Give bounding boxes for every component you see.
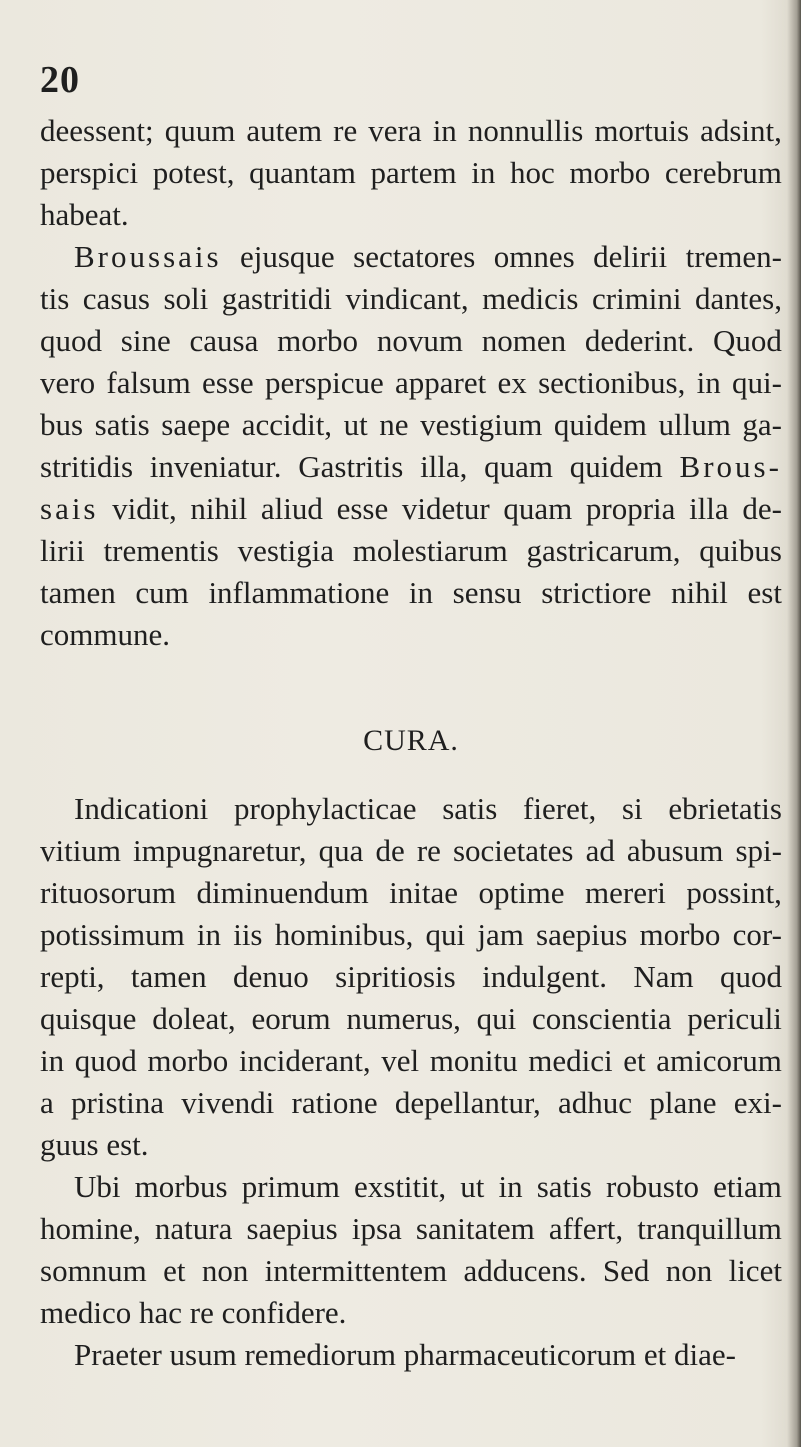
word: quantam (249, 155, 356, 190)
word: Brous- (679, 449, 782, 484)
word: potissimum (40, 917, 185, 952)
word: vel (381, 1043, 420, 1078)
word: de- (742, 491, 782, 526)
word: aliud (260, 491, 323, 526)
word: vidit, (112, 491, 177, 526)
word: sanitatem (415, 1211, 535, 1246)
word: guus (40, 1127, 99, 1162)
word: adhuc (558, 1085, 633, 1120)
word: ex (497, 365, 527, 400)
word: prophylacticae (234, 791, 417, 826)
word: partem (370, 155, 457, 190)
text-line (40, 1292, 782, 1334)
word: quidem (553, 407, 647, 442)
text-line (40, 194, 782, 236)
word: autem (246, 113, 323, 148)
word: homine, (40, 1211, 141, 1246)
word: mereri (585, 875, 666, 910)
word: hominibus, (274, 917, 414, 952)
text-line (40, 1334, 782, 1376)
word: nihil (671, 575, 728, 610)
text-line (40, 788, 782, 830)
word: perspici (40, 155, 139, 190)
word: plane (649, 1085, 717, 1120)
word: si (621, 791, 643, 826)
word: medico (40, 1295, 132, 1330)
word: ipsa (351, 1211, 402, 1246)
word: tamen (40, 575, 116, 610)
word: sectatores (353, 239, 476, 274)
word: Quod (713, 323, 782, 358)
word: remediorum (244, 1337, 396, 1372)
text-line (40, 1208, 782, 1250)
word: quod (40, 323, 102, 358)
word: illa (689, 491, 729, 526)
text-block-bottom (40, 788, 782, 1376)
text-line (40, 914, 782, 956)
text-line (40, 614, 782, 656)
word: depellantur, (394, 1085, 541, 1120)
word: illa, (420, 449, 468, 484)
word: in (432, 113, 457, 148)
word: deessent; (40, 113, 154, 148)
word: vestigium (420, 407, 543, 442)
word: re (333, 113, 358, 148)
word: perspicue (264, 365, 384, 400)
word: qui (425, 917, 466, 952)
word: fieret, (523, 791, 597, 826)
word: videtur (401, 491, 490, 526)
word: saepius (246, 1211, 338, 1246)
word: in (471, 155, 496, 190)
word: vindicant, (345, 281, 469, 316)
word: nonnullis (467, 113, 584, 148)
word: qui- (732, 365, 782, 400)
word: non (201, 1253, 249, 1288)
word: iis (233, 917, 263, 952)
word: morbo (639, 917, 721, 952)
word: tranquillum (637, 1211, 782, 1246)
word: ratione (291, 1085, 378, 1120)
word: Broussais (74, 239, 222, 274)
word: affert, (548, 1211, 624, 1246)
word: quam (484, 449, 554, 484)
word: in (408, 575, 433, 610)
word: et (643, 1337, 667, 1372)
word: non (665, 1253, 713, 1288)
word: morbo (569, 155, 651, 190)
word: etiam (713, 1169, 782, 1204)
word: quod (74, 1043, 137, 1078)
word: exstitit, (354, 1169, 447, 1204)
word: initae (389, 875, 459, 910)
word: ad (585, 833, 615, 868)
page-number: 20 (40, 59, 80, 101)
word: qua (318, 833, 364, 868)
word: ebrietatis (668, 791, 782, 826)
word: indulgent. (482, 959, 607, 994)
word: amicorum (656, 1043, 782, 1078)
word: somnum (40, 1253, 147, 1288)
word: soli (163, 281, 209, 316)
word: hac (139, 1295, 183, 1330)
word: vero (40, 365, 96, 400)
text-line (40, 1250, 782, 1292)
word: optime (478, 875, 565, 910)
word: satis (442, 791, 498, 826)
word: cerebrum (664, 155, 782, 190)
word: stritidis (40, 449, 134, 484)
text-line (40, 404, 782, 446)
text-line (40, 1040, 782, 1082)
text-line (40, 830, 782, 872)
word: morbo (277, 323, 359, 358)
word: omnes (493, 239, 575, 274)
word: est. (106, 1127, 149, 1162)
word: doleat, (152, 1001, 236, 1036)
word: quum (164, 113, 236, 148)
word: satis (94, 407, 150, 442)
word: vera (368, 113, 422, 148)
word: inciderant, (238, 1043, 371, 1078)
word: societates (452, 833, 574, 868)
word: diminuendum (196, 875, 369, 910)
word: sectionibus, (538, 365, 686, 400)
text-line (40, 1124, 782, 1166)
word: delirii (593, 239, 668, 274)
word: natura (154, 1211, 233, 1246)
word: potest, (152, 155, 235, 190)
word: Gastritis (298, 449, 404, 484)
word: commune. (40, 617, 170, 652)
word: hoc (509, 155, 555, 190)
word: in (196, 917, 222, 952)
word: pristina (71, 1085, 165, 1120)
word: spi- (735, 833, 782, 868)
word: Praeter (74, 1337, 162, 1372)
word: saepius (536, 917, 628, 952)
word: diae- (674, 1337, 736, 1372)
word: in (696, 365, 721, 400)
word: impugnaretur, (133, 833, 307, 868)
word: abusum (626, 833, 724, 868)
word: est (747, 575, 782, 610)
word: gastritidi (221, 281, 332, 316)
word: quam (503, 491, 573, 526)
word: repti, (40, 959, 105, 994)
word: medici (528, 1043, 613, 1078)
word: crimini (592, 281, 682, 316)
text-line (40, 998, 782, 1040)
text-line (40, 152, 782, 194)
word: inflammatione (208, 575, 390, 610)
word: dantes, (695, 281, 782, 316)
word: eorum (251, 1001, 331, 1036)
word: a (40, 1085, 54, 1120)
word: re (416, 833, 441, 868)
word: esse (336, 491, 389, 526)
word: nomen (481, 323, 567, 358)
word: intermittentem (264, 1253, 448, 1288)
word: tremen- (685, 239, 782, 274)
word: medicis (482, 281, 579, 316)
word: Indicationi (74, 791, 209, 826)
word: causa (189, 323, 259, 358)
text-line (40, 488, 782, 530)
word: vitium (40, 833, 121, 868)
word: qui (476, 1001, 517, 1036)
word: sine (120, 323, 171, 358)
text-line (40, 956, 782, 998)
word: tis (40, 281, 70, 316)
word: jam (477, 917, 524, 952)
text-line (40, 572, 782, 614)
word: vivendi (181, 1085, 275, 1120)
body-text (40, 110, 782, 1376)
word: conscientia (532, 1001, 672, 1036)
word: propria (585, 491, 676, 526)
word: dederint. (584, 323, 695, 358)
text-line (40, 110, 782, 152)
word: in (40, 1043, 65, 1078)
word: pharmaceuticorum (403, 1337, 637, 1372)
word: ut (343, 407, 368, 442)
word: adsint, (700, 113, 782, 148)
word: quisque (40, 1001, 137, 1036)
word: inveniatur. (149, 449, 282, 484)
word: morbus (134, 1169, 228, 1204)
text-line (40, 446, 782, 488)
word: exi- (733, 1085, 782, 1120)
word: cum (135, 575, 189, 610)
word: ut (460, 1169, 485, 1204)
word: ga- (742, 407, 782, 442)
word: quod (719, 959, 782, 994)
word: primum (241, 1169, 340, 1204)
word: morbo (147, 1043, 229, 1078)
word: saepe (161, 407, 231, 442)
word: accidit, (241, 407, 333, 442)
word: novum (376, 323, 463, 358)
word: esse (202, 365, 254, 400)
word: sensu (452, 575, 522, 610)
word: numerus, (346, 1001, 461, 1036)
word: nihil (190, 491, 248, 526)
word: confidere. (221, 1295, 347, 1330)
word: casus (82, 281, 150, 316)
word: Ubi (74, 1169, 121, 1204)
word: apparet (395, 365, 487, 400)
word: falsum (106, 365, 191, 400)
word: sipritiosis (335, 959, 456, 994)
word: molestiarum (352, 533, 508, 568)
word: strictiore (541, 575, 652, 610)
word: quibus (699, 533, 782, 568)
word: vestigia (237, 533, 335, 568)
word: robusto (605, 1169, 699, 1204)
word: ne (379, 407, 409, 442)
word: Nam (633, 959, 694, 994)
word: et (163, 1253, 186, 1288)
word: et (623, 1043, 646, 1078)
word: bus (40, 407, 84, 442)
text-block-top (40, 110, 782, 656)
word: habeat. (40, 197, 129, 232)
word: usum (169, 1337, 237, 1372)
word: licet (728, 1253, 782, 1288)
text-line (40, 1082, 782, 1124)
word: cor- (732, 917, 782, 952)
word: re (189, 1295, 214, 1330)
text-line (40, 362, 782, 404)
text-line (40, 320, 782, 362)
word: tamen (130, 959, 207, 994)
word: adducens. (463, 1253, 587, 1288)
word: ullum (658, 407, 731, 442)
word: gastricarum, (526, 533, 681, 568)
word: possint, (686, 875, 782, 910)
word: de (375, 833, 405, 868)
section-heading: CURA. (363, 724, 459, 757)
word: monitu (429, 1043, 518, 1078)
word: trementis (103, 533, 219, 568)
word: quidem (569, 449, 663, 484)
text-line (40, 530, 782, 572)
text-line (40, 1166, 782, 1208)
text-line (40, 872, 782, 914)
page-edge-shadow (787, 0, 801, 1447)
word: in (498, 1169, 523, 1204)
word: periculi (687, 1001, 782, 1036)
text-line (40, 236, 782, 278)
word: sais (40, 491, 99, 526)
word: lirii (40, 533, 85, 568)
word: mortuis (594, 113, 690, 148)
word: satis (536, 1169, 592, 1204)
word: Sed (602, 1253, 650, 1288)
word: denuo (233, 959, 309, 994)
word: ejusque (240, 239, 335, 274)
text-line (40, 278, 782, 320)
word: rituosorum (40, 875, 177, 910)
